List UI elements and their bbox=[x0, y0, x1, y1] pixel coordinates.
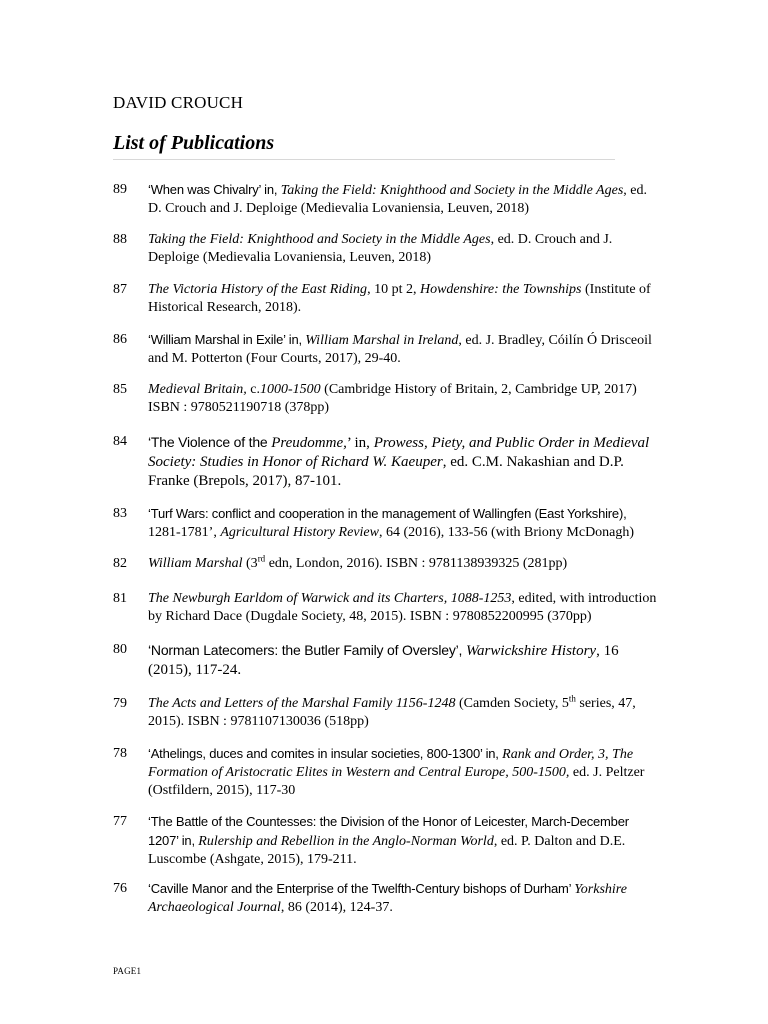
citation-text: c. bbox=[250, 382, 260, 397]
entry-citation bbox=[148, 813, 658, 869]
entry-number: 81 bbox=[113, 591, 127, 606]
citation-text: , 16 (2015), 117-24. bbox=[148, 643, 619, 678]
entry-citation bbox=[148, 695, 658, 731]
citation-text: ‘Turf Wars: conflict and cooperation in the management of Wallingfen (East Yorkshire), bbox=[148, 506, 627, 521]
entry-number: 85 bbox=[113, 382, 127, 397]
page-footer: PAGE1 bbox=[113, 966, 142, 976]
citation-title: Agricultural History Review bbox=[220, 525, 379, 540]
entry-number: 84 bbox=[113, 434, 127, 449]
citation-text: ‘Athelings, duces and comites in insular societies, 800-1300’ in, bbox=[148, 746, 503, 761]
entry-number: 87 bbox=[113, 282, 127, 297]
entry-number: 86 bbox=[113, 332, 127, 347]
entry-citation bbox=[148, 590, 658, 626]
entry-citation bbox=[148, 281, 658, 317]
citation-text: , 64 (2016), 133-56 (with Briony McDonagh) bbox=[378, 525, 635, 540]
citation-text: ’ in, bbox=[346, 435, 374, 451]
citation-title: William Marshal bbox=[148, 556, 243, 571]
entry-number: 80 bbox=[113, 642, 127, 657]
citation-title: Howdenshire: the Townships bbox=[419, 282, 582, 297]
citation-text: , ed. C.M. Nakashian and D.P. Franke (Brepols, 2017), 87-101. bbox=[148, 454, 624, 489]
citation-title: The Newburgh Earldom of Warwick and its Charters, 1088-1253 bbox=[148, 591, 512, 606]
citation-text: ‘The Violence of the bbox=[148, 434, 272, 450]
ordinal-suffix: rd bbox=[257, 553, 266, 564]
ordinal-suffix: th bbox=[568, 693, 576, 704]
entry-citation bbox=[148, 331, 658, 368]
citation-text: (Cambridge History of Britain, 2, Cambridge UP, 2017) ISBN : 9780521190718 (378pp) bbox=[148, 382, 637, 415]
entry-citation bbox=[148, 505, 658, 542]
citation-text: ‘The Battle of the Countesses: the Division of the Honor of Leicester, March-December 1207’ in, bbox=[148, 814, 629, 848]
citation-text: , ed. D. Crouch and J. Deploige (Medievalia Lovaniensia, Leuven, 2018) bbox=[148, 183, 647, 216]
entry-citation bbox=[148, 433, 658, 491]
citation-text: , 10 pt 2, bbox=[367, 282, 420, 297]
citation-text: ‘William Marshal in Exile’ in, bbox=[148, 332, 306, 347]
citation-text: (3 bbox=[242, 556, 258, 571]
citation-title: Preudomme, bbox=[271, 435, 347, 451]
citation-title: Yorkshire Archaeological Journal bbox=[148, 882, 627, 915]
entry-citation bbox=[148, 231, 658, 267]
citation-title: 1000-1500 bbox=[259, 382, 321, 397]
entry-number: 88 bbox=[113, 232, 127, 247]
title-divider bbox=[113, 159, 615, 160]
entry-citation bbox=[148, 555, 658, 573]
citation-title: Taking the Field: Knighthood and Society in the Middle Ages bbox=[148, 232, 491, 247]
entry-number: 82 bbox=[113, 556, 127, 571]
citation-text: , edited, with introduction by Richard Dace (Dugdale Society, 48, 2015). ISBN : 9780852200995 (370pp) bbox=[148, 591, 657, 624]
citation-text: , ed. J. Bradley, Cóilín Ó Drisceoil and M. Potterton (Four Courts, 2017), 29-40. bbox=[148, 333, 652, 366]
entry-citation bbox=[148, 181, 658, 218]
page-title: List of Publications bbox=[113, 132, 275, 154]
citation-title: Rank and Order, 3, The Formation of Aristocratic Elites in Western and Central Europe, 500-1500, bbox=[148, 747, 634, 780]
citation-text: 1281-1781’, bbox=[148, 525, 221, 540]
entry-citation bbox=[148, 880, 658, 917]
citation-title: Taking the Field: Knighthood and Society in the Middle Ages bbox=[280, 183, 624, 198]
citation-text: ‘When was Chivalry’ in, bbox=[148, 182, 281, 197]
citation-text: (Camden Society, 5 bbox=[455, 696, 569, 711]
citation-title: The Victoria History of the East Riding bbox=[148, 282, 368, 297]
entry-number: 78 bbox=[113, 746, 127, 761]
citation-text: edn, London, 2016). ISBN : 9781138939325 (281pp) bbox=[265, 556, 568, 571]
author-name: DAVID CROUCH bbox=[113, 93, 244, 112]
citation-text: series, 47, 2015). ISBN : 9781107130036 (518pp) bbox=[148, 696, 636, 729]
citation-title: Warwickshire History bbox=[465, 643, 597, 659]
citation-title: Prowess, Piety, and Public Order in Medieval Society: Studies in Honor of Richard W. Kaeuper bbox=[148, 435, 650, 470]
citation-text: , ed. P. Dalton and D.E. Luscombe (Ashgate, 2015), 179-211. bbox=[148, 834, 626, 867]
citation-title: Rulership and Rebellion in the Anglo-Norman World bbox=[198, 834, 494, 849]
entry-number: 79 bbox=[113, 696, 127, 711]
entry-number: 89 bbox=[113, 182, 127, 197]
citation-text: , ed. D. Crouch and J. Deploige (Medievalia Lovaniensia, Leuven, 2018) bbox=[148, 232, 613, 265]
citation-title: The Acts and Letters of the Marshal Family 1156-1248 bbox=[148, 696, 456, 711]
citation-text: ed. J. Peltzer (Ostfildern, 2015), 117-30 bbox=[148, 765, 645, 798]
citation-title: Medieval Britain, bbox=[148, 382, 251, 397]
entry-number: 77 bbox=[113, 814, 127, 829]
entry-number: 76 bbox=[113, 881, 127, 896]
citation-text: (Institute of Historical Research, 2018). bbox=[148, 282, 651, 315]
entry-citation bbox=[148, 381, 658, 417]
citation-text: ‘Norman Latecomers: the Butler Family of Oversley’, bbox=[148, 642, 466, 658]
entry-citation bbox=[148, 745, 658, 800]
entry-citation bbox=[148, 641, 658, 680]
citation-text: ‘Caville Manor and the Enterprise of the Twelfth-Century bishops of Durham’ bbox=[148, 881, 575, 896]
citation-title: William Marshal in Ireland bbox=[305, 333, 459, 348]
entry-number: 83 bbox=[113, 506, 127, 521]
citation-text: , 86 (2014), 124-37. bbox=[280, 900, 393, 915]
